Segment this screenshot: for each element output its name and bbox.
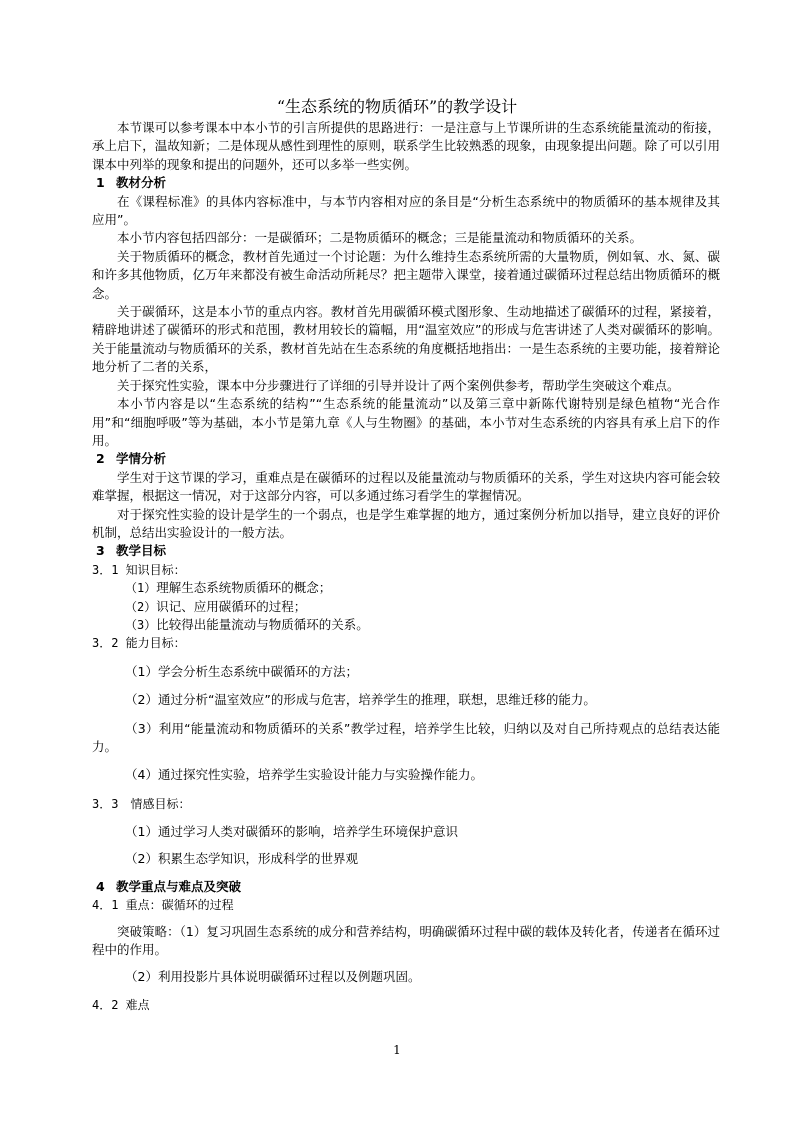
subsection-heading: 3．3 情感目标： — [92, 796, 191, 811]
list-item: （2）利用投影片具体说明碳循环过程以及例题巩固。 — [125, 968, 421, 984]
paragraph: 本小节内容包括四部分：一是碳循环；二是物质循环的概念；三是能量流动和物质循环的关系。 — [117, 230, 643, 246]
paragraph: 关于物质循环的概念，教材首先通过一个讨论题：为什么维持生态系统所需的大量物质，例如氧、水、氮、碳和许多其他物质，亿万年来都没有被生命活动所耗尽？把主题带入课堂，接着通过碳循环过程总结出物质循环的概念。 — [92, 248, 720, 301]
subsection-heading: 3．1 知识目标： — [92, 562, 186, 577]
section-title: 学情分析 — [116, 451, 167, 467]
subsection-heading: 4．2 难点 — [92, 998, 150, 1013]
subsection-heading: 4．1 重点：碳循环的过程 — [92, 898, 234, 913]
list-item: （2）通过分析“温室效应”的形成与危害，培养学生的推理，联想，思维迁移的能力。 — [125, 692, 596, 708]
list-item: （1）学会分析生态系统中碳循环的方法； — [125, 663, 358, 679]
section-title: 教学目标 — [116, 543, 167, 559]
list-item: （4）通过探究性实验，培养学生实验设计能力与实验操作能力。 — [125, 767, 483, 783]
paragraph: 学生对于这节课的学习，重难点是在碳循环的过程以及能量流动与物质循环的关系，学生对这块内容可能会较难掌握，根据这一情况，对于这部分内容，可以多通过练习看学生的掌握情况。 — [92, 469, 720, 504]
section-2-heading — [92, 450, 720, 468]
list-marker: （3） — [125, 617, 157, 632]
section-3-heading — [92, 542, 720, 560]
section-1-heading — [92, 174, 720, 192]
paragraph: 在《课程标准》的具体内容标准中，与本节内容相对应的条目是“分析生态系统中的物质循环的基本规律及其应用”。 — [92, 193, 720, 228]
list-text: 比较得出能量流动与物质循环的关系。 — [156, 616, 369, 632]
section-number: 4 — [96, 879, 105, 895]
list-item — [92, 598, 720, 616]
list-marker: （2） — [125, 599, 157, 614]
intro-paragraph: 本节课可以参考课本中本小节的引言所提供的思路进行：一是注意与上节课所讲的生态系统能量流动的衔接，承上启下，温故知新；二是体现从感性到理性的原则，联系学生比较熟悉的现象，由现象提出问题。除了可以引用课本中列举的现象和提出的问题外，还可以多举一些实例。 — [92, 120, 720, 172]
list-text: 理解生态系统物质循环的概念； — [156, 580, 332, 596]
section-title: 教学重点与难点及突破 — [116, 879, 242, 895]
section-number: 2 — [96, 451, 105, 467]
list-marker: （1） — [125, 581, 157, 596]
paragraph: 关于探究性实验，课本中分步骤进行了详细的引导并设计了两个案例供参考，帮助学生突破这个难点。 — [117, 377, 680, 393]
list-item: （2）积累生态学知识，形成科学的世界观 — [125, 850, 358, 866]
paragraph: 本小节内容是以“生态系统的结构”“生态系统的能量流动”以及第三章中新陈代谢特别是绿色植物“光合作用”和“细胞呼吸”等为基础，本小节是第九章《人与生物圈》的基础，本小节对生态系统的内容具有承上启下的作用。 — [92, 396, 720, 448]
subsection-heading: 3．2 能力目标： — [92, 636, 186, 651]
paragraph: 突破策略：（1）复习巩固生态系统的成分和营养结构，明确碳循环过程中碳的载体及转化者，传递者在循环过程中的作用。 — [92, 923, 720, 958]
page-number: 1 — [393, 1043, 401, 1057]
document-body — [92, 119, 720, 1014]
document-title: “生态系统的物质循环”的教学设计 — [276, 97, 518, 116]
paragraph: 对于探究性实验的设计是学生的一个弱点，也是学生难掌握的地方，通过案例分析加以指导，建立良好的评价机制，总结出实验设计的一般方法。 — [92, 506, 720, 540]
list-item: （3）利用“能量流动和物质循环的关系”教学过程，培养学生比较，归纳以及对自己所持观点的总结表达能力。 — [92, 720, 720, 754]
section-number: 3 — [96, 543, 105, 559]
list-item: （1）通过学习人类对碳循环的影响，培养学生环境保护意识 — [125, 824, 458, 840]
list-item — [92, 579, 720, 597]
list-text: 识记、应用碳循环的过程； — [156, 598, 307, 614]
section-number: 1 — [96, 175, 105, 191]
list-item — [92, 616, 720, 634]
section-4-heading — [92, 878, 720, 896]
section-title: 教材分析 — [116, 175, 167, 191]
paragraph: 关于碳循环，这是本小节的重点内容。教材首先用碳循环模式图形象、生动地描述了碳循环的过程，紧接着，精辟地讲述了碳循环的形式和范围，教材用较长的篇幅，用“温室效应”的形成与危害讲述了人类对碳循环的影响。关于能量流动与物质循环的关系，教材首先站在生态系统的角度概括地指出：一是生态系统的主要功能，接着辩论地分析了二者的关系， — [92, 304, 720, 375]
